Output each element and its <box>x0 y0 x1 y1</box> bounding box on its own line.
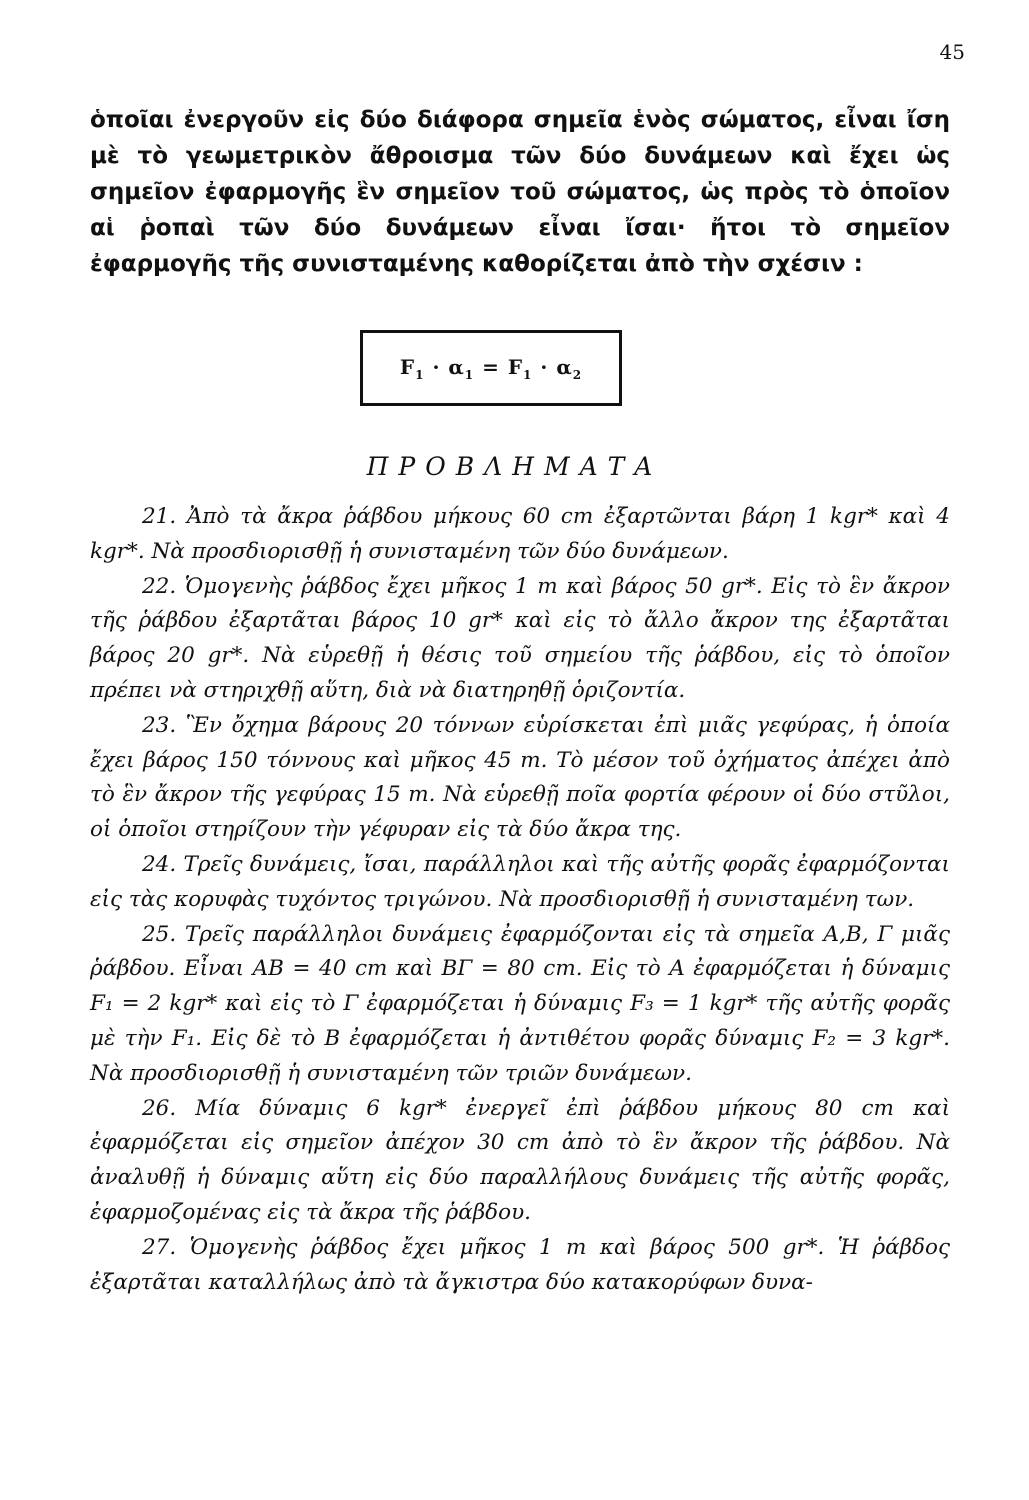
formula-lhs-arm: α <box>448 354 465 379</box>
section-title: ΠΡΟΒΛΗΜΑΤΑ <box>366 452 663 481</box>
problem-list <box>90 500 950 1300</box>
formula-rhs-force: F <box>507 354 524 379</box>
formula-rhs-arm: α <box>556 354 573 379</box>
moment-formula <box>400 355 582 382</box>
formula-rhs-force-sub: 1 <box>523 367 533 382</box>
formula-lhs-arm-sub: 1 <box>464 367 475 382</box>
problem-22: 22. Ὁμογενὴς ῥάβδος ἔχει μῆκος 1 m καὶ βάρος 50 gr*. Εἰς τὸ ἓν ἄκρον τῆς ῥάβδου ἐξαρτᾶται βάρος 10 gr* καὶ εἰς τὸ ἄλλο ἄκρον της ἐξαρτᾶται βάρος 20 gr*. Νὰ εὑρεθῇ ἡ θέσις τοῦ σημείου τῆς ῥάβδου, εἰς τὸ ὁποῖον πρέπει νὰ στηριχθῇ αὕτη, διὰ νὰ διατηρηθῇ ὁριζοντία. <box>90 573 950 703</box>
problem-24: 24. Τρεῖς δυνάμεις, ἴσαι, παράλληλοι καὶ τῆς αὐτῆς φορᾶς ἐφαρμόζονται εἰς τὰς κορυφὰς τυχόντος τριγώνου. Νὰ προσδιορισθῇ ἡ συνισταμένη των. <box>90 851 950 912</box>
problem-21: 21. Ἀπὸ τὰ ἄκρα ῥάβδου μήκους 60 cm ἐξαρτῶνται βάρη 1 kgr* καὶ 4 kgr*. Νὰ προσδιορισθῇ ἡ συνισταμένη τῶν δύο δυνάμεων. <box>90 504 950 564</box>
problem-27: 27. Ὁμογενὴς ῥάβδος ἔχει μῆκος 1 m καὶ βάρος 500 gr*. Ἡ ῥάβδος ἐξαρτᾶται καταλλήλως ἀπὸ τὰ ἄγκιστρα δύο κατακορύφων δυνα- <box>90 1234 950 1295</box>
intro-paragraph: ὁποῖαι ἐνεργοῦν εἰς δύο διάφορα σημεῖα ἑνὸς σώματος, εἶναι ἴση μὲ τὸ γεωμετρικὸν ἄθροισμα τῶν δύο δυνάμεων καὶ ἔχει ὡς σημεῖον ἐφαρμογῆς ἓν σημεῖον τοῦ σώματος, ὡς πρὸς τὸ ὁποῖον αἱ ῥοπαὶ τῶν δύο δυνάμεων εἶναι ἴσαι· ἤτοι τὸ σημεῖον ἐφαρμογῆς τῆς συνισταμένης καθορίζεται ἀπὸ τὴν σχέσιν : <box>90 107 950 277</box>
problem-23: 23. Ἓν ὄχημα βάρους 20 τόννων εὑρίσκεται ἐπὶ μιᾶς γεφύρας, ἡ ὁποία ἔχει βάρος 150 τόννους καὶ μῆκος 45 m. Τὸ μέσον τοῦ ὀχήματος ἀπέχει ἀπὸ τὸ ἓν ἄκρον τῆς γεφύρας 15 m. Νὰ εὑρεθῇ ποῖα φορτία φέρουν οἱ δύο στῦλοι, οἱ ὁποῖοι στηρίζουν τὴν γέφυραν εἰς τὰ δύο ἄκρα της. <box>90 712 950 843</box>
problem-25: 25. Τρεῖς παράλληλοι δυνάμεις ἐφαρμόζονται εἰς τὰ σημεῖα Α,Β, Γ μιᾶς ῥάβδου. Εἶναι ΑΒ = 40 cm καὶ ΒΓ = 80 cm. Εἰς τὸ Α ἐφαρμόζεται ἡ δύναμις F₁ = 2 kgr* καὶ εἰς τὸ Γ ἐφαρμόζεται ἡ δύναμις F₃ = 1 kgr* τῆς αὐτῆς φορᾶς μὲ τὴν F₁. Εἰς δὲ τὸ Β ἐφαρμόζεται ἡ ἀντιθέτου φορᾶς δύναμις F₂ = 3 kgr*. Νὰ προσδιορισθῇ ἡ συνισταμένη τῶν τριῶν δυνάμεων. <box>90 921 950 1086</box>
formula-equals: = <box>482 354 500 379</box>
problem-26: 26. Μία δύναμις 6 kgr* ἐνεργεῖ ἐπὶ ῥάβδου μήκους 80 cm καὶ ἐφαρμόζεται εἰς σημεῖον ἀπέχον 30 cm ἀπὸ τὸ ἓν ἄκρον τῆς ῥάβδου. Νὰ ἀναλυθῇ ἡ δύναμις αὕτη εἰς δύο παραλλήλους δυνάμεις τῆς αὐτῆς φορᾶς, ἐφαρμοζομένας εἰς τὰ ἄκρα τῆς ῥάβδου. <box>90 1095 950 1225</box>
formula-box <box>360 330 622 406</box>
formula-dot-2: · <box>540 354 549 379</box>
formula-lhs-force-sub: 1 <box>415 367 425 382</box>
page-number: 45 <box>939 40 965 64</box>
formula-dot: · <box>432 354 441 379</box>
formula-rhs-arm-sub: 2 <box>572 367 583 382</box>
formula-lhs-force: F <box>399 354 416 379</box>
